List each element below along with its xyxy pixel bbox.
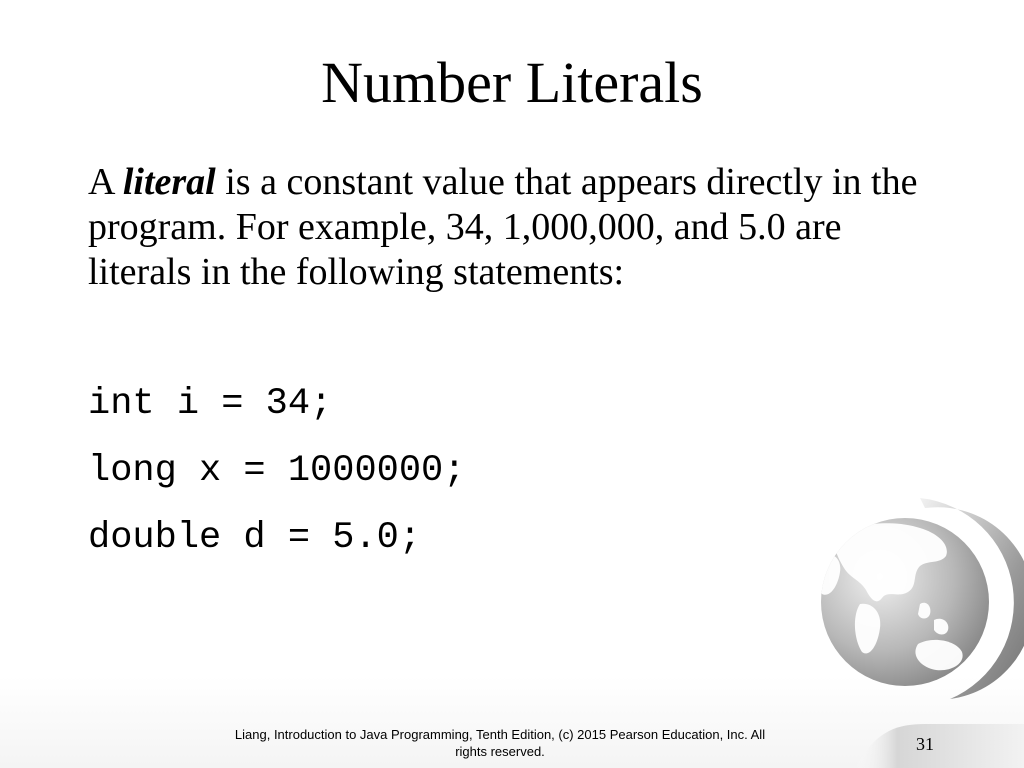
globe-icon <box>800 494 1024 714</box>
intro-text-before: A <box>88 161 123 203</box>
code-line-double: double d = 5.0; <box>88 517 422 559</box>
intro-paragraph <box>88 160 938 295</box>
footer-copyright <box>205 726 795 760</box>
footer-line-2: rights reserved. <box>455 744 545 759</box>
slide-title: Number Literals <box>321 50 703 115</box>
intro-text-after: is a constant value that appears directly in the program. For example, 34, 1,000,000, and 5.0 are literals in the following statements: <box>88 161 918 293</box>
code-line-long: long x = 1000000; <box>88 450 466 492</box>
page-number: 31 <box>916 734 934 754</box>
footer-line-1: Liang, Introduction to Java Programming, Tenth Edition, (c) 2015 Pearson Education, Inc. All <box>234 727 766 742</box>
code-line-int: int i = 34; <box>88 383 333 425</box>
intro-term: literal <box>122 161 216 203</box>
